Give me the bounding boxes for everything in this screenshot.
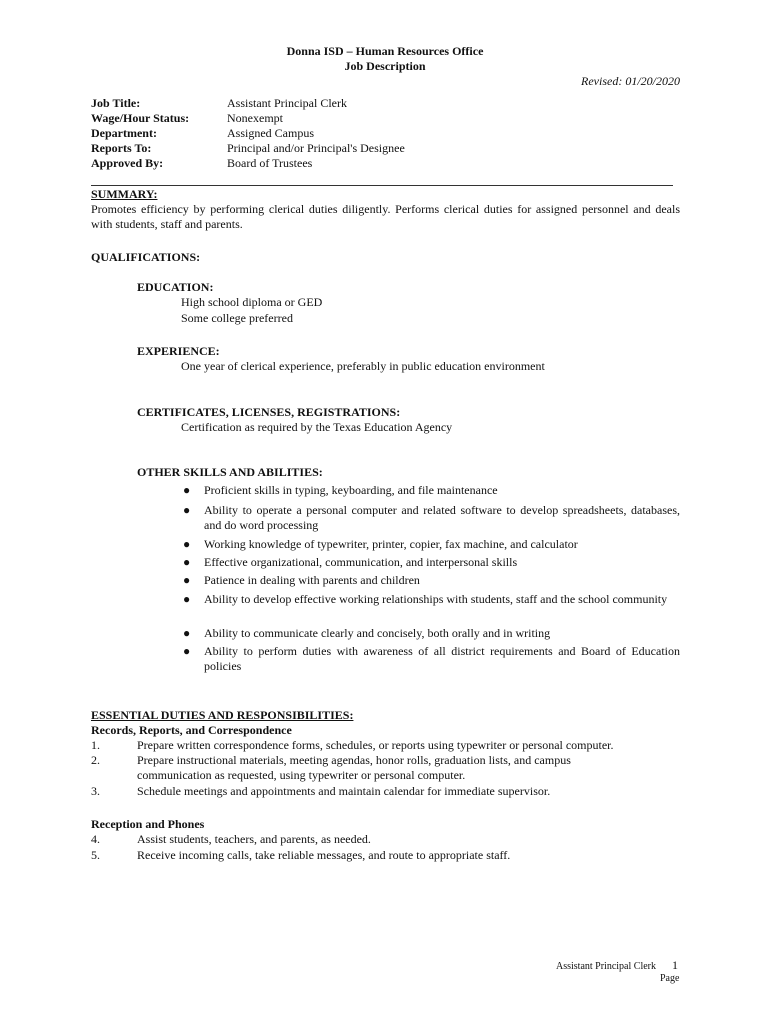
page-number: 1 [672, 958, 678, 972]
skill-item: Ability to communicate clearly and concisely, both orally and in writing [204, 626, 551, 640]
duties-group-title: Records, Reports, and Correspondence [91, 723, 292, 737]
field-label-reports-to: Reports To: [91, 141, 152, 155]
bullet-icon: ● [183, 644, 191, 658]
field-value-job-title: Assistant Principal Clerk [227, 96, 347, 110]
education-item: High school diploma or GED [181, 295, 323, 309]
field-value-department: Assigned Campus [227, 126, 314, 140]
bullet-icon: ● [183, 483, 191, 497]
duty-text: Prepare written correspondence forms, schedules, or reports using typewriter or personal computer. [137, 738, 614, 752]
certificates-heading: CERTIFICATES, LICENSES, REGISTRATIONS: [137, 405, 401, 419]
bullet-icon: ● [183, 592, 191, 606]
experience-text: One year of clerical experience, preferably in public education environment [181, 359, 545, 373]
document-type: Job Description [344, 59, 426, 73]
summary-heading: SUMMARY: [91, 187, 158, 201]
skill-item: Ability to operate a personal computer and related software to develop spreadsheets, databases, and do word processing [204, 503, 680, 532]
duty-text: Prepare instructional materials, meeting agendas, honor rolls, graduation lists, and campus communication as requested, using typewriter or personal computer. [137, 753, 571, 782]
education-heading: EDUCATION: [137, 280, 214, 294]
duty-text: Schedule meetings and appointments and maintain calendar for immediate supervisor. [137, 784, 551, 798]
bullet-icon: ● [183, 555, 191, 569]
revised-date: Revised: 01/20/2020 [581, 74, 680, 88]
qualifications-heading: QUALIFICATIONS: [91, 250, 201, 264]
education-item: Some college preferred [181, 311, 293, 325]
page-label: Page [660, 973, 680, 984]
field-value-approved-by: Board of Trustees [227, 156, 313, 170]
field-label-wage-status: Wage/Hour Status: [91, 111, 190, 125]
bullet-icon: ● [183, 626, 191, 640]
skill-item: Ability to develop effective working relationships with students, staff and the school community [204, 592, 668, 606]
duty-number: 4. [91, 832, 100, 846]
skill-item: Ability to perform duties with awareness of all district requirements and Board of Education policies [204, 644, 680, 673]
duty-text: Receive incoming calls, take reliable messages, and route to appropriate staff. [137, 848, 511, 862]
organization-title: Donna ISD – Human Resources Office [286, 44, 484, 58]
duties-group-title: Reception and Phones [91, 817, 205, 831]
field-label-department: Department: [91, 126, 157, 140]
certificates-text: Certification as required by the Texas Education Agency [181, 420, 453, 434]
skill-item: Patience in dealing with parents and children [204, 573, 420, 587]
skills-heading: OTHER SKILLS AND ABILITIES: [137, 465, 323, 479]
summary-text: Promotes efficiency by performing clerical duties diligently. Performs clerical duties for assigned personnel and deals with students, staff and parents. [91, 202, 680, 231]
duty-number: 2. [91, 753, 100, 767]
experience-heading: EXPERIENCE: [137, 344, 220, 358]
field-label-job-title: Job Title: [91, 96, 141, 110]
field-label-approved-by: Approved By: [91, 156, 164, 170]
skill-item: Effective organizational, communication, and interpersonal skills [204, 555, 518, 569]
field-value-wage-status: Nonexempt [227, 111, 283, 125]
duties-heading: ESSENTIAL DUTIES AND RESPONSIBILITIES: [91, 708, 354, 722]
skill-item: Proficient skills in typing, keyboarding, and file maintenance [204, 483, 498, 497]
bullet-icon: ● [183, 503, 191, 517]
duty-text: Assist students, teachers, and parents, as needed. [137, 832, 371, 846]
bullet-icon: ● [183, 573, 191, 587]
section-divider [91, 185, 673, 186]
duty-number: 5. [91, 848, 100, 862]
duty-number: 1. [91, 738, 100, 752]
field-value-reports-to: Principal and/or Principal's Designee [227, 141, 405, 155]
duty-number: 3. [91, 784, 100, 798]
bullet-icon: ● [183, 537, 191, 551]
skill-item: Working knowledge of typewriter, printer, copier, fax machine, and calculator [204, 537, 578, 551]
footer-title: Assistant Principal Clerk [556, 961, 656, 972]
